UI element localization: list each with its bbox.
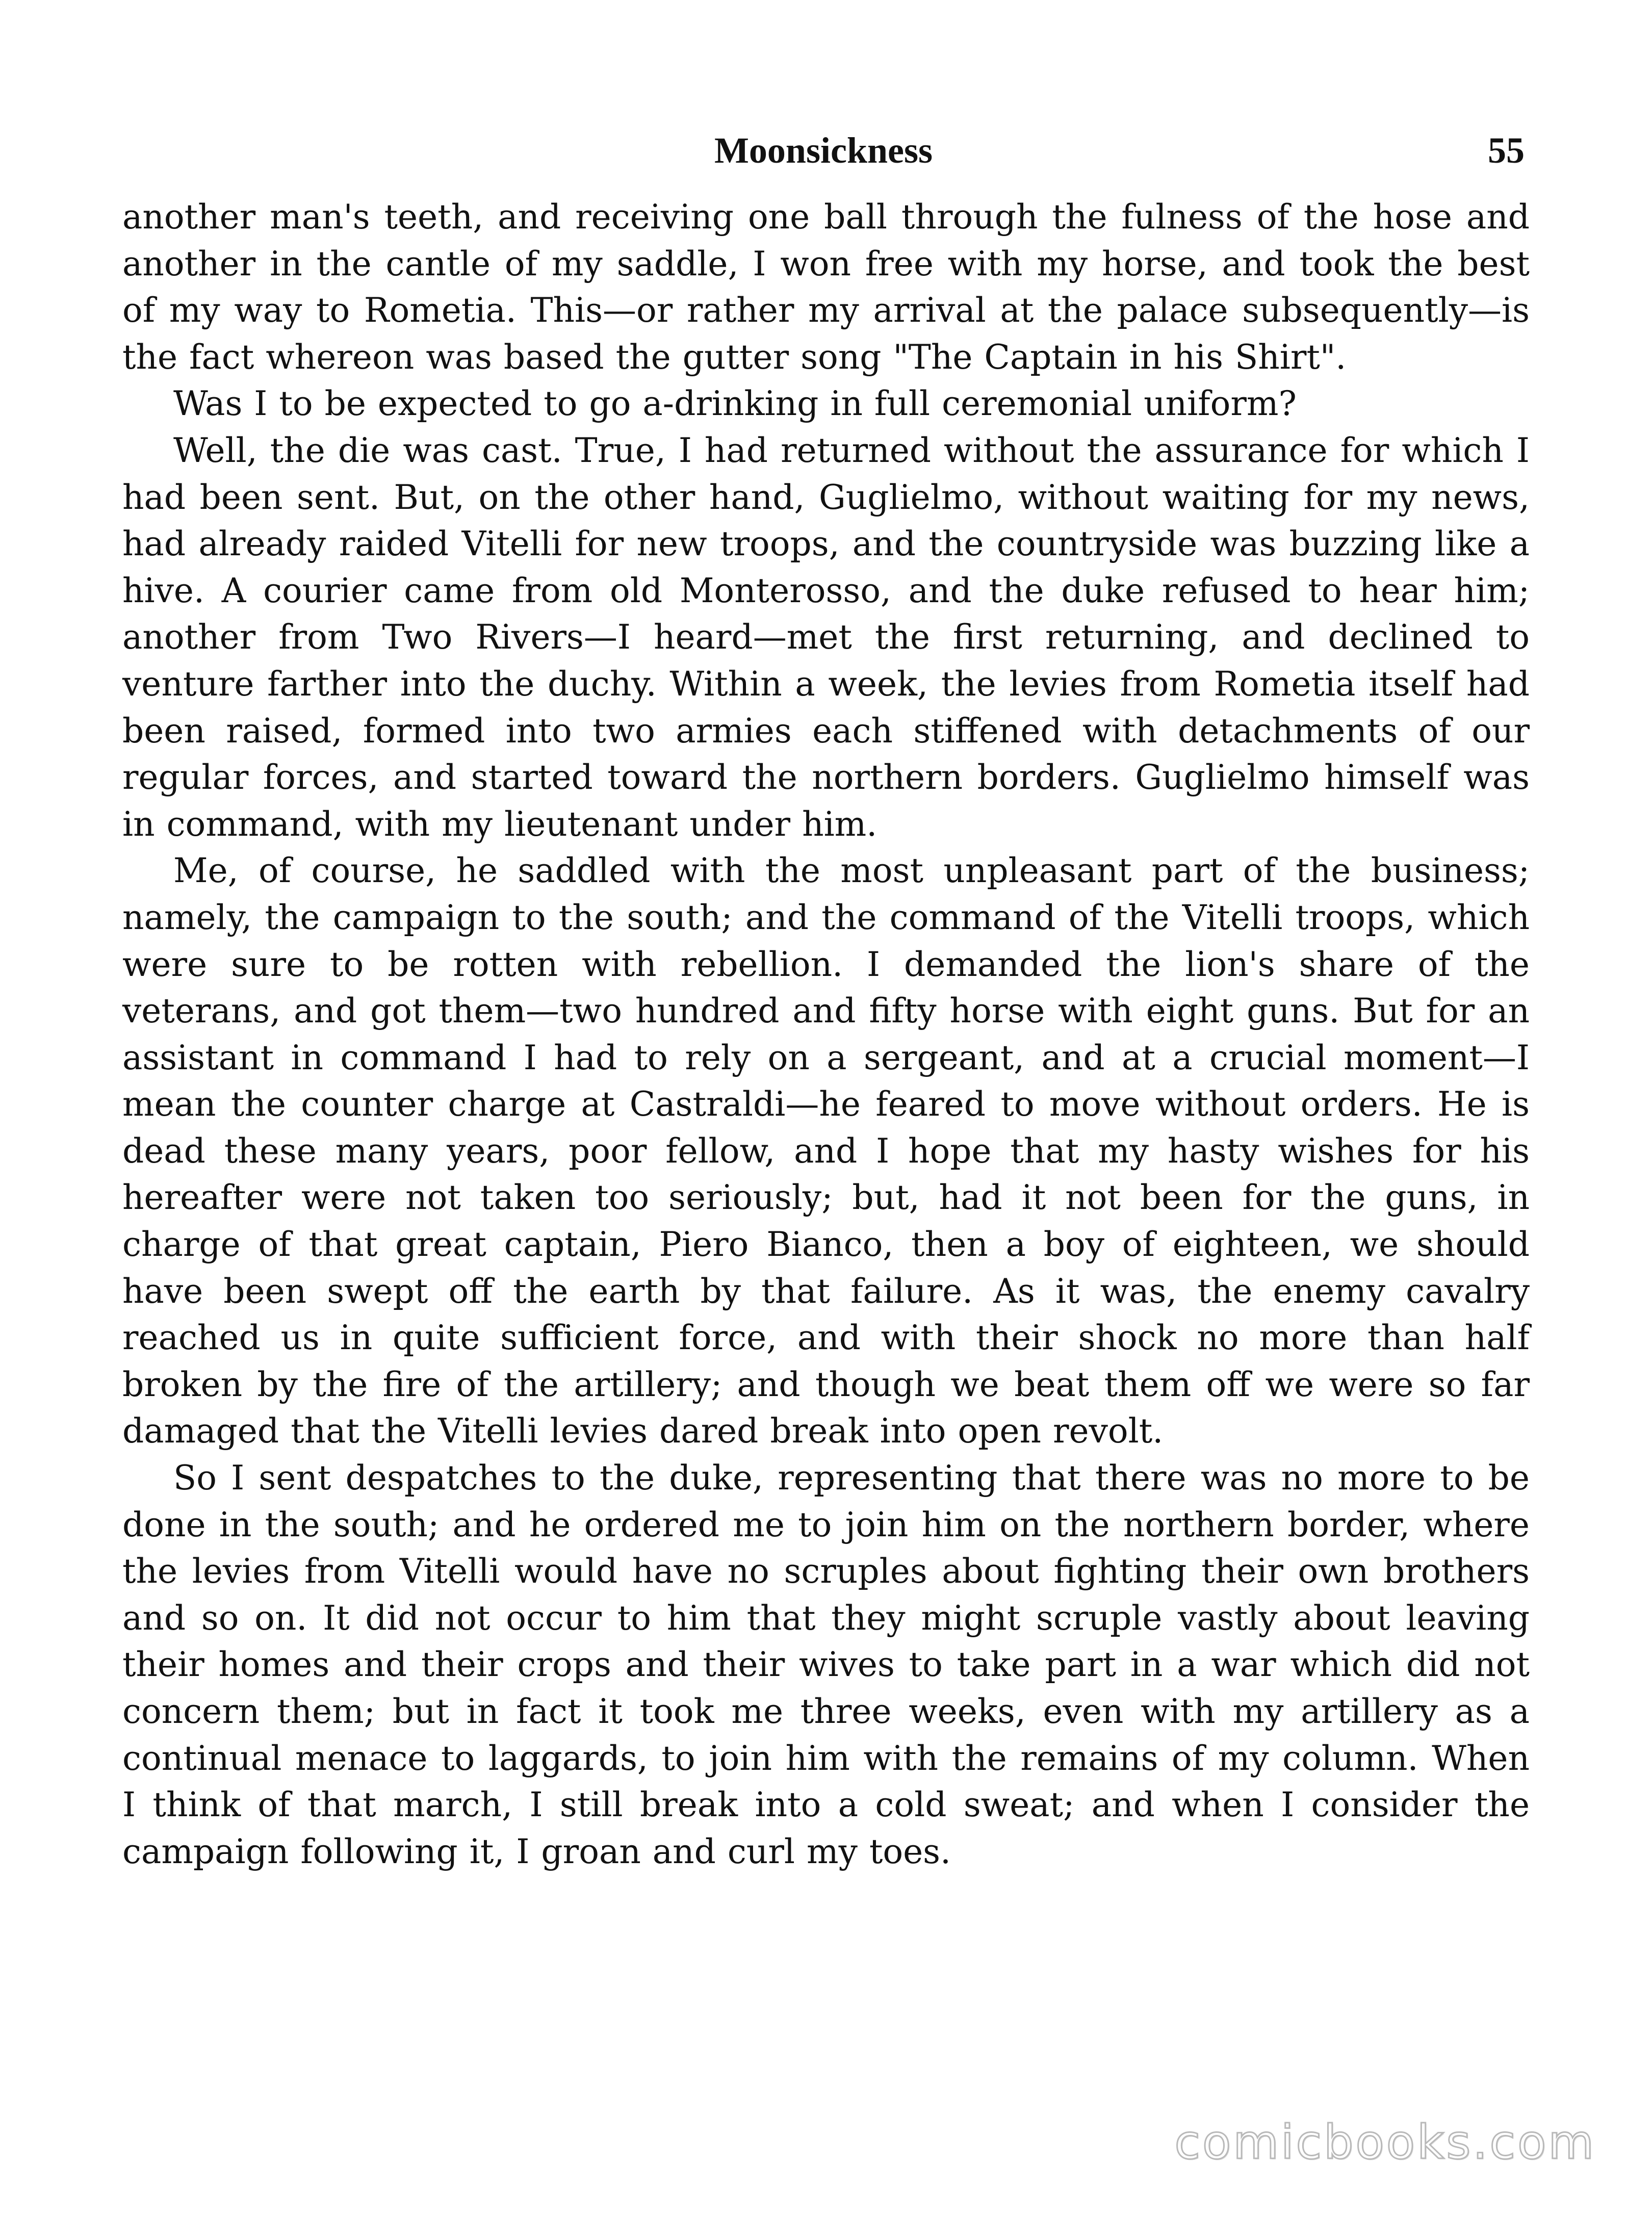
body-text <box>122 194 1530 1875</box>
paragraph-1: another man's teeth, and receiving one ball through the fulness of the hose and another in the cantle of my saddle, I won free with my horse, and took the best of my way to Rometia. This—or rather my arrival at the palace subsequently—is the fact whereon was based the gutter song "The Captain in his Shirt". <box>122 197 1530 377</box>
paragraph-5: So I sent despatches to the duke, representing that there was no more to be done in the south; and he ordered me to join him on the northern border, where the levies from Vitelli would have no scruples about fighting their own brothers and so on. It did not occur to him that they might scruple vastly about leaving their homes and their crops and their wives to take part in a war which did not concern them; but in fact it took me three weeks, even with my artillery as a continual menace to laggards, to join him with the remains of my column. When I think of that march, I still break into a cold sweat; and when I consider the campaign following it, I groan and curl my toes. <box>122 1458 1530 1871</box>
watermark-logo: comicbooks.com <box>1174 2115 1596 2170</box>
paragraph-2: Was I to be expected to go a-drinking in full ceremonial uniform? <box>173 384 1297 424</box>
running-title: Moonsickness <box>714 130 933 171</box>
page-number: 55 <box>1488 130 1525 171</box>
paragraph-4: Me, of course, he saddled with the most unpleasant part of the business; namely, the campaign to the south; and the command of the Vitelli troops, which were sure to be rotten with rebellion. I demanded the lion's share of the veterans, and got them—two hundred and fifty horse with eight guns. But for an assistant in command I had to rely on a sergeant, and at a crucial moment—I mean the counter charge at Castraldi—he feared to move without orders. He is dead these many years, poor fellow, and I hope that my hasty wishes for his hereafter were not taken too seriously; but, had it not been for the guns, in charge of that great captain, Piero Bianco, then a boy of eighteen, we should have been swept off the earth by that failure. As it was, the enemy cavalry reached us in quite sufficient force, and with their shock no more than half broken by the fire of the artillery; and though we beat them off we were so far damaged that the Vitelli levies dared break into open revolt. <box>122 851 1530 1451</box>
paragraph-3: Well, the die was cast. True, I had returned without the assurance for which I had been sent. But, on the other hand, Guglielmo, without waiting for my news, had already raided Vitelli for new troops, and the countryside was buzzing like a hive. A courier came from old Monterosso, and the duke refused to hear him; another from Two Rivers—I heard—met the first returning, and declined to venture farther into the duchy. Within a week, the levies from Rometia itself had been raised, formed into two armies each stiffened with detachments of our regular forces, and started toward the northern borders. Guglielmo himself was in command, with my lieutenant under him. <box>122 430 1530 844</box>
page-header <box>122 122 1525 178</box>
